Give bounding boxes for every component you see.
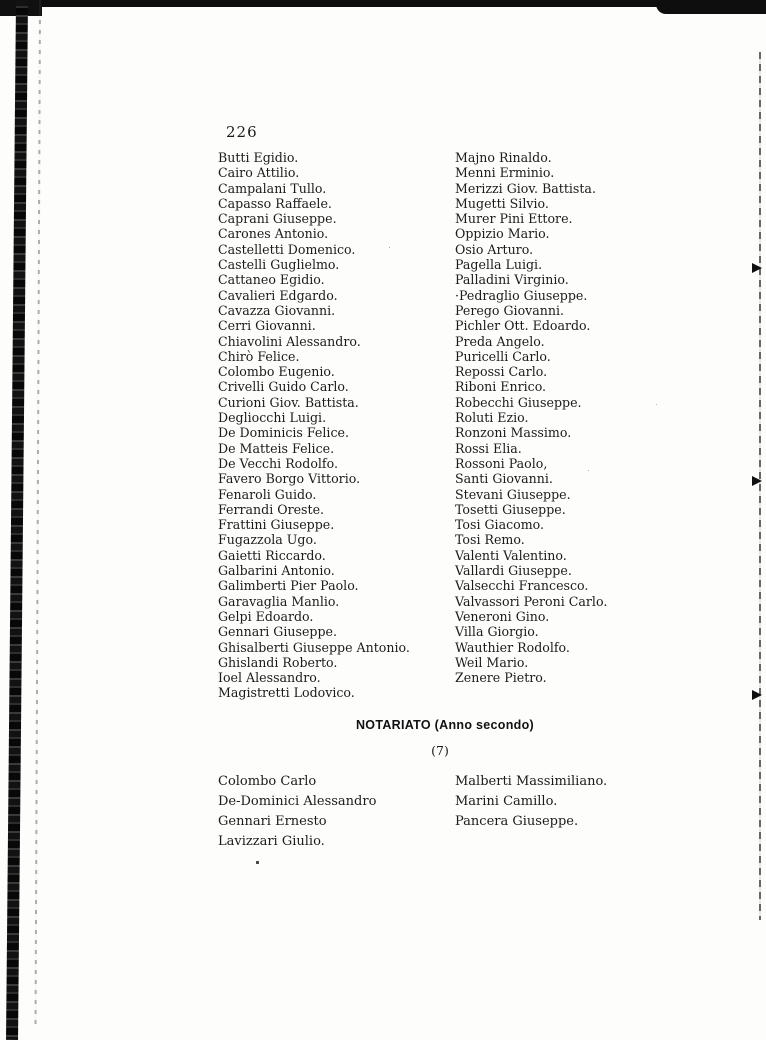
- roster-name: Carones Antonio.: [218, 226, 329, 242]
- roster-name: Ioel Alessandro.: [218, 670, 321, 686]
- roster-name: Tosi Remo.: [455, 532, 525, 548]
- roster-name: Galbarini Antonio.: [218, 563, 335, 579]
- roster-name: Cavazza Giovanni.: [218, 302, 336, 318]
- scan-gutter-thin-line: [35, 0, 41, 1024]
- roster-name: Perego Giovanni.: [455, 302, 565, 318]
- scan-edge-arrow-mark: [752, 263, 762, 273]
- roster-name: Gaietti Riccardo.: [218, 547, 326, 563]
- roster-name: Fugazzola Ugo.: [218, 532, 317, 548]
- roster-name: Villa Giorgio.: [455, 624, 539, 640]
- roster-name: Fenaroli Guido.: [218, 486, 317, 502]
- notariato-name: Malberti Massimiliano.: [455, 774, 608, 789]
- roster-name: Tosetti Giuseppe.: [455, 501, 566, 517]
- roster-name: Weil Mario.: [455, 654, 529, 670]
- roster-name: Degliocchi Luigi.: [218, 410, 327, 426]
- roster-name: Ghislandi Roberto.: [218, 654, 338, 670]
- roster-left-column: [218, 150, 410, 701]
- scan-top-edge-band: [0, 0, 766, 7]
- roster-name: Roluti Ezio.: [455, 410, 529, 426]
- roster-name: Vallardi Giuseppe.: [455, 563, 572, 579]
- notariato-name: Pancera Giuseppe.: [455, 814, 579, 829]
- roster-name: Mugetti Silvio.: [455, 195, 549, 211]
- roster-name: Menni Erminio.: [455, 165, 555, 181]
- roster-name: Pichler Ott. Edoardo.: [455, 318, 591, 334]
- roster-name: Osio Arturo.: [455, 241, 534, 257]
- roster-name: De Matteis Felice.: [218, 440, 335, 456]
- roster-name: Ferrandi Oreste.: [218, 501, 325, 517]
- scan-edge-arrow-mark: [752, 476, 762, 486]
- roster-name: Repossi Carlo.: [455, 364, 548, 380]
- roster-name: Castelli Guglielmo.: [218, 257, 340, 273]
- notariato-left-column: [218, 772, 376, 852]
- roster-name: Campalani Tullo.: [218, 180, 327, 196]
- roster-name: Colombo Eugenio.: [218, 364, 335, 380]
- roster-name: Chiavolini Alessandro.: [218, 333, 361, 349]
- roster-name: Chirò Felice.: [218, 348, 300, 364]
- notariato-name: De-Dominici Alessandro: [218, 794, 377, 809]
- roster-name: Garavaglia Manlio.: [218, 593, 340, 609]
- roster-right-column: [455, 150, 607, 685]
- roster-name: Cairo Attilio.: [218, 165, 300, 181]
- roster-name: Butti Egidio.: [218, 150, 299, 165]
- roster-name: Ronzoni Massimo.: [455, 425, 572, 441]
- roster-name: Santi Giovanni.: [455, 471, 553, 487]
- page-number: 226: [226, 123, 258, 141]
- roster-name: Rossoni Paolo,: [455, 455, 548, 471]
- roster-name: Magistretti Lodovico.: [218, 685, 355, 701]
- roster-name: Crivelli Guido Carlo.: [218, 379, 349, 395]
- roster-name: Cerri Giovanni.: [218, 318, 316, 334]
- section-count: (7): [431, 743, 449, 758]
- roster-name: Wauthier Rodolfo.: [455, 639, 570, 655]
- roster-name: Puricelli Carlo.: [455, 348, 551, 364]
- roster-name: Tosi Giacomo.: [455, 517, 545, 533]
- roster-name: Galimberti Pier Paolo.: [218, 578, 359, 594]
- roster-name: Merizzi Giov. Battista.: [455, 180, 596, 196]
- scan-binding-gutter-stripe: [6, 0, 28, 1040]
- roster-name: Capasso Raffaele.: [218, 195, 332, 211]
- scan-specks: [0, 0, 1, 1]
- roster-name: Rossi Elia.: [455, 440, 522, 456]
- roster-name: Preda Angelo.: [455, 333, 545, 349]
- roster-name: Favero Borgo Vittorio.: [218, 471, 361, 487]
- section-heading-notariato: NOTARIATO (Anno secondo): [355, 718, 535, 732]
- roster-name: Gennari Giuseppe.: [218, 624, 337, 640]
- roster-name: Cavalieri Edgardo.: [218, 287, 338, 303]
- roster-name: Caprani Giuseppe.: [218, 211, 337, 227]
- scan-edge-arrow-mark: [752, 690, 762, 700]
- roster-name: Frattini Giuseppe.: [218, 517, 335, 533]
- roster-name: Castelletti Domenico.: [218, 241, 356, 257]
- roster-name: Pagella Luigi.: [455, 257, 543, 273]
- notariato-name: Colombo Carlo: [218, 774, 317, 789]
- roster-name: De Vecchi Rodolfo.: [218, 455, 338, 471]
- notariato-right-column: [455, 772, 607, 832]
- notariato-name: Gennari Ernesto: [218, 814, 327, 829]
- roster-name: Majno Rinaldo.: [455, 150, 552, 165]
- notariato-name: Marini Camillo.: [455, 794, 558, 809]
- roster-name: Gelpi Edoardo.: [218, 608, 314, 624]
- roster-name: Robecchi Giuseppe.: [455, 394, 582, 410]
- roster-name: Murer Pini Ettore.: [455, 211, 573, 227]
- scan-right-edge-line: [759, 52, 761, 920]
- roster-name: Oppizio Mario.: [455, 226, 550, 242]
- notariato-name: Lavizzari Giulio.: [218, 834, 325, 849]
- roster-name: Ghisalberti Giuseppe Antonio.: [218, 639, 410, 655]
- roster-name: Veneroni Gino.: [455, 608, 550, 624]
- roster-name: Zenere Pietro.: [455, 670, 547, 686]
- roster-name: Riboni Enrico.: [455, 379, 547, 395]
- roster-name: De Dominicis Felice.: [218, 425, 349, 441]
- roster-name: Curioni Giov. Battista.: [218, 394, 359, 410]
- roster-name: Valenti Valentino.: [455, 547, 567, 563]
- roster-name: Palladini Virginio.: [455, 272, 569, 288]
- roster-name: Valsecchi Francesco.: [455, 578, 589, 594]
- roster-name: Cattaneo Egidio.: [218, 272, 325, 288]
- roster-name: Valvassori Peroni Carlo.: [455, 593, 608, 609]
- roster-name: ·Pedraglio Giuseppe.: [455, 287, 588, 303]
- roster-name: Stevani Giuseppe.: [455, 486, 571, 502]
